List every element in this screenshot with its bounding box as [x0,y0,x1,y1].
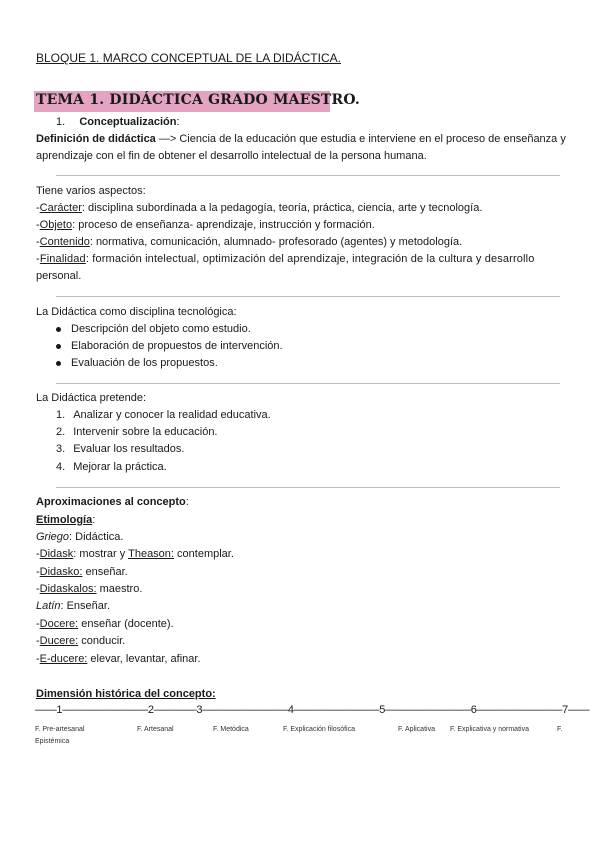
definition-text-1: Ciencia de la educación que estudia e interviene en el proceso de enseñanza y [179,133,566,145]
term-text: contemplar. [173,548,234,560]
pretende-item [56,459,167,476]
term: Didasko: [39,566,83,578]
aspect-text: : disciplina subordinada a la pedagogía, teoría, práctica, ciencia, arte y tecnología. [81,202,483,214]
section-heading-conceptualizacion [56,114,180,131]
historia-heading: Dimensión histórica del concepto: [36,688,216,700]
section-number: 1. [56,116,66,128]
block-title: BLOQUE 1. MARCO CONCEPTUAL DE LA DIDÁCTICA. [36,51,341,65]
historia-timeline: ——1————————2————3————————4————————5————————6————————7—— [35,704,590,716]
term-text: : mostrar y [73,548,129,560]
timeline-label: F. Explicativa y normativa [450,726,529,733]
item-text: Evaluar los resultados. [73,443,185,455]
item-number: 3. [56,443,66,455]
aspect-term: Finalidad [39,253,86,265]
item-text: Analizar y conocer la realidad educativa. [73,409,271,421]
tech-bullet [56,338,283,355]
timeline-label: F. Pre-artesanal [35,726,85,733]
pretende-intro: La Didáctica pretende: [36,392,147,404]
aspects-intro: Tiene varios aspectos: [36,185,146,197]
bullet-icon [56,327,61,332]
definition-arrow: —> [155,133,180,145]
aspect-term: Contenido [39,236,90,248]
divider [56,296,560,297]
bullet-text: Evaluación de los propuestos. [71,357,218,369]
griego-line [36,529,123,546]
item-text: Mejorar la práctica. [73,461,167,473]
timeline-label: F. Metódica [213,726,249,733]
divider [56,175,560,176]
term-text: conducir. [78,635,126,647]
aspect-term: Objeto [39,219,73,231]
aspect-text: : formación intelectual, optimización del aprendizaje, integración de la cultura y desarrollo [85,253,535,265]
docere-line: -Docere: enseñar (docente). [36,618,174,630]
timeline-label: F. Artesanal [137,726,174,733]
term-text: enseñar (docente). [78,618,174,630]
aprox-colon: : [185,496,189,508]
griego-label: Griego [36,531,70,543]
timeline-label: Epistémica [35,738,70,745]
bullet-icon [56,344,61,349]
pretende-item [56,424,218,441]
latin-line [36,598,110,615]
bullet-icon [56,361,61,366]
timeline-label: F. Explicación filosófica [283,726,355,733]
aprox-heading [36,494,189,511]
latin-label: Latín [36,600,61,612]
aspect-finalidad: -Finalidad: formación intelectual, optimización del aprendizaje, integración de la cultura y desarrollo [36,253,535,265]
bullet-text: Elaboración de propuestos de intervención. [71,340,283,352]
aspect-objeto: -Objeto: proceso de enseñanza- aprendizaje, instrucción y formación. [36,219,375,231]
item-number: 1. [56,409,66,421]
term: E-ducere: [39,653,88,665]
divider [56,487,560,488]
tech-intro: La Didáctica como disciplina tecnológica: [36,306,237,318]
etimologia-heading [36,512,95,529]
didaskalos-line: -Didaskalos: maestro. [36,583,143,595]
term: Ducere: [39,635,79,647]
section-colon: : [176,116,180,128]
aspect-text: : normativa, comunicación, alumnado- profesorado (agentes) y metodología. [89,236,463,248]
tech-bullet [56,355,218,372]
didasko-line: -Didasko: enseñar. [36,566,128,578]
term-text: maestro. [96,583,143,595]
term: Docere: [39,618,79,630]
pretende-item [56,407,271,424]
definition-line-1 [36,131,566,148]
pretende-item [56,441,184,458]
term: Didask [39,548,74,560]
bullet-text: Descripción del objeto como estudio. [71,323,251,335]
latin-text: : Enseñar. [60,600,111,612]
aspect-text: : proceso de enseñanza- aprendizaje, instrucción y formación. [72,219,375,231]
term-text: enseñar. [82,566,128,578]
item-text: Intervenir sobre la educación. [73,426,218,438]
etimologia-label: Etimología [36,514,93,526]
divider [56,383,560,384]
educere-line: -E-ducere: elevar, levantar, afinar. [36,653,201,665]
item-number: 4. [56,461,66,473]
aspect-term: Carácter [39,202,82,214]
section-heading: Conceptualización [79,116,177,128]
tech-bullet [56,321,251,338]
tema-title: TEMA 1. DIDÁCTICA GRADO MAESTRO. [36,92,360,108]
definition-label: Definición de didáctica [36,133,156,145]
etimologia-colon: : [92,514,96,526]
aspect-caracter: -Carácter: disciplina subordinada a la pedagogía, teoría, práctica, ciencia, arte y tecnología. [36,202,483,214]
item-number: 2. [56,426,66,438]
didask-line: -Didask: mostrar y Theason: contemplar. [36,548,234,560]
aspect-finalidad-cont: personal. [36,270,82,282]
term: Didaskalos: [39,583,97,595]
griego-text: : Didáctica. [69,531,124,543]
definition-line-2: aprendizaje con el fin de obtener el desarrollo intelectual de la persona humana. [36,150,427,162]
aspect-contenido: -Contenido: normativa, comunicación, alumnado- profesorado (agentes) y metodología. [36,236,463,248]
term-text: elevar, levantar, afinar. [87,653,201,665]
term: Theason: [128,548,174,560]
ducere-line: -Ducere: conducir. [36,635,126,647]
aprox-heading-text: Aproximaciones al concepto [36,496,186,508]
timeline-label: F. [557,726,563,733]
timeline-label: F. Aplicativa [398,726,435,733]
